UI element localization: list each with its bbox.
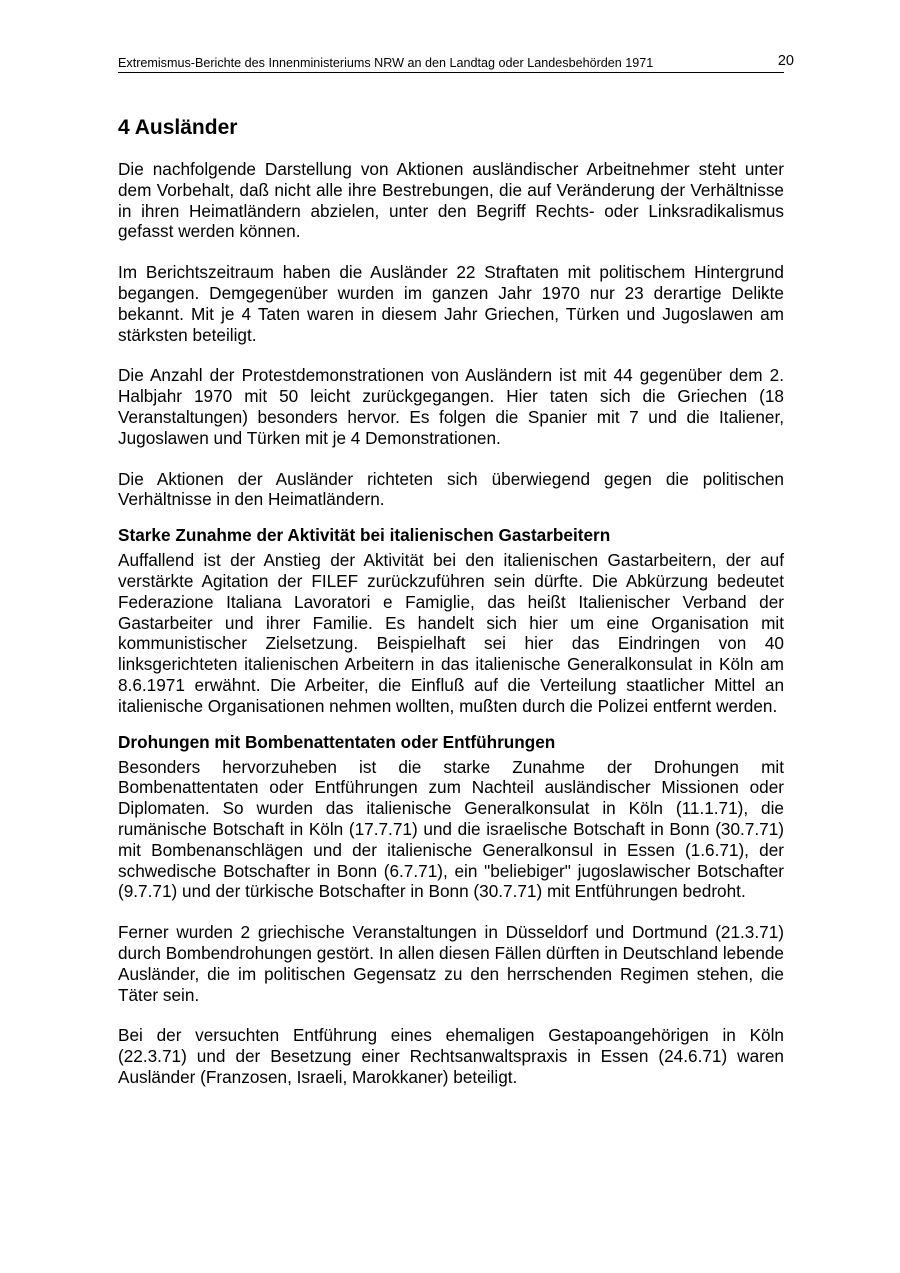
paragraph: Ferner wurden 2 griechische Veranstaltungen in Düsseldorf und Dortmund (21.3.71) durch Bombendrohungen gestört. In allen diesen Fällen dürften in Deutschland lebende Ausländer, die im politischen Gegensatz zu den herrschenden Regimen stehen, die Täter sein.	[118, 922, 784, 1005]
paragraph: Die Anzahl der Protestdemonstrationen von Ausländern ist mit 44 gegenüber dem 2. Halbjahr 1970 mit 50 leicht zurückgegangen. Hier taten sich die Griechen (18 Veranstaltungen) besonders hervor. Es folgen die Spanier mit 7 und die Italiener, Jugoslawen und Türken mit je 4 Demonstrationen.	[118, 365, 784, 448]
document-body	[118, 113, 784, 1108]
subsection-heading: Drohungen mit Bombenattentaten oder Entführungen	[118, 731, 556, 752]
paragraph: Im Berichtszeitraum haben die Ausländer 22 Straftaten mit politischem Hintergrund begangen. Demgegenüber wurden im ganzen Jahr 1970 nur 23 derartige Delikte bekannt. Mit je 4 Taten waren in diesem Jahr Griechen, Türken und Jugoslawen am stärksten beteiligt.	[118, 262, 784, 345]
paragraph: Die Aktionen der Ausländer richteten sich überwiegend gegen die politischen Verhältnisse in den Heimatländern.	[118, 468, 784, 510]
subsection-heading: Starke Zunahme der Aktivität bei italienischen Gastarbeitern	[118, 525, 611, 546]
paragraph: Bei der versuchten Entführung eines ehemaligen Gestapoangehörigen in Köln (22.3.71) und der Besetzung einer Rechtsanwaltspraxis in Essen (24.6.71) waren Ausländer (Franzosen, Israeli, Marokkaner) beteiligt.	[118, 1025, 784, 1087]
header-title: Extremismus-Berichte des Innenministeriums NRW an den Landtag oder Landesbehörden 1971	[118, 56, 654, 70]
paragraph: Auffallend ist der Anstieg der Aktivität bei den italienischen Gastarbeitern, der auf verstärkte Agitation der FILEF zurückzuführen sein dürfte. Die Abkürzung bedeutet Federazione Italiana Lavoratori e Famiglie, das heißt Italienischer Verband der Gastarbeiter und ihrer Familie. Es handelt sich hier um eine Organisation mit kommunistischer Zielsetzung. Beispielhaft sei hier das Eindringen von 40 linksgerichteten italienischen Arbeitern in das italienische Generalkonsulat in Köln am 8.6.1971 erwähnt. Die Arbeiter, die Einfluß auf die Verteilung staatlicher Mittel an italienische Organisationen nehmen wollten, mußten durch die Polizei entfernt werden.	[118, 550, 784, 716]
page-header	[118, 53, 794, 73]
paragraph: Besonders hervorzuheben ist die starke Zunahme der Drohungen mit Bombenattentaten oder Entführungen zum Nachteil ausländischer Missionen oder Diplomaten. So wurden das italienische Generalkonsulat in Köln (11.1.71), die rumänische Botschaft in Köln (17.7.71) und die israelische Botschaft in Bonn (30.7.71) mit Bombenanschlägen und der italienische Generalkonsul in Essen (1.6.71), der schwedische Botschafter in Bonn (6.7.71), ein "beliebiger" jugoslawischer Botschafter (9.7.71) und der türkische Botschafter in Bonn (30.7.71) mit Entführungen bedroht.	[118, 756, 784, 902]
section-heading: 4 Ausländer	[118, 116, 238, 139]
page-number: 20	[777, 53, 794, 69]
paragraph: Die nachfolgende Darstellung von Aktionen ausländischer Arbeitnehmer steht unter dem Vorbehalt, daß nicht alle ihre Bestrebungen, die auf Veränderung der Verhältnisse in ihren Heimatländern abzielen, unter den Begriff Rechts- oder Linksradikalismus gefasst werden können.	[118, 159, 784, 242]
